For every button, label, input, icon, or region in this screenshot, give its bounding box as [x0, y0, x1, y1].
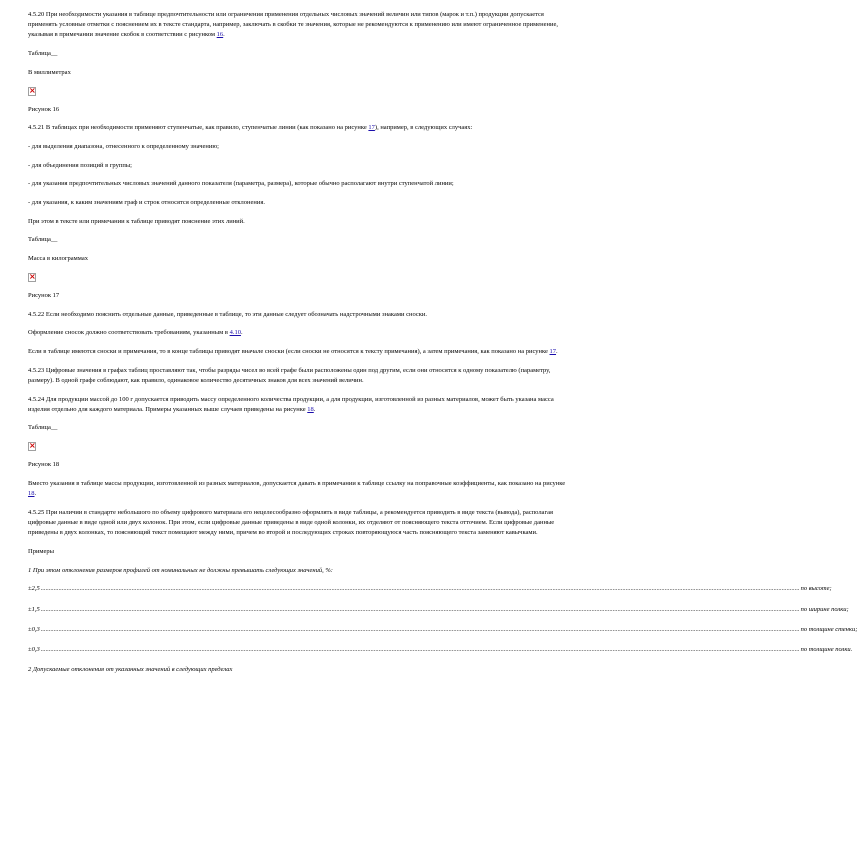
link-figure-16[interactable]: 16: [216, 31, 224, 39]
paragraph-4-5-22: 4.5.22 Если необходимо пояснить отдельные данные, приведенные в таблице, то эти данные следует обозначать надстрочными знаками сноски.: [28, 310, 428, 318]
document-page: [28, 10, 857, 684]
list-item: - для выделения диапазона, отнесенного к определенному значению;: [28, 142, 219, 150]
paragraph-lines-note: При этом в тексте или примечании к таблице приводят пояснение этих линий.: [28, 217, 245, 225]
link-figure-18[interactable]: 18: [28, 490, 35, 498]
link-figure-18[interactable]: 18: [307, 405, 314, 413]
figure-17-caption: Рисунок 17: [28, 291, 60, 299]
figure-17-image: [28, 273, 568, 287]
dot-leader-line: [28, 584, 832, 594]
paragraph-4-5-25: 4.5.25 При наличии в стандарте небольшого по объему цифрового материала его нецелесообразно оформлять в виде таблицы, а рекомендуется приводить в виде текста (вывода), располагая цифровые данные в виде одной или двух колонок. При этом, если цифровые данные приведены в виде одной колонки, их отделяют от поясняющего текста отточием. Если цифровые данные приведены в двух колонках, то поясняющий текст помещают между ними, причем во второй и последующих строках повторяющуюся часть поясняющего текста заменяют кавычками.: [28, 508, 555, 537]
table-label: Таблица__: [28, 236, 58, 244]
table-label: Таблица__: [28, 50, 58, 58]
dot-leader: ...................................................................................................................................................................................................................................................................................................................................................................................................................................................................................: [40, 625, 800, 633]
broken-image-icon: [28, 87, 36, 96]
examples-heading: Примеры: [28, 547, 55, 555]
link-figure-17[interactable]: 17: [549, 347, 557, 355]
paragraph-4-5-21: 4.5.21 В таблицах при необходимости применяют ступенчатые, как правило, ступенчатые линии (как показано на рисунке 17), например, в следующих случаях:: [28, 124, 473, 132]
link-section-4-10[interactable]: 4.10: [229, 329, 241, 337]
dot-leader-line: [28, 625, 857, 635]
tolerance-value: ±1,5: [28, 605, 40, 613]
unit-caption: Масса в килограммах: [28, 255, 88, 263]
paragraph-mass-coefficients: Вместо указания в таблице массы продукции, изготовленной из разных материалов, допускается давать в примечании к таблице ссылку на поправочные коэффициенты, как показано на рисунке 18.: [28, 479, 566, 498]
tolerance-description: по высоте;: [800, 585, 832, 593]
dot-leader-line: [28, 605, 849, 615]
broken-image-icon: [28, 442, 36, 451]
tolerance-description: по толщине полки.: [800, 645, 853, 653]
tolerance-value: ±0,3: [28, 645, 40, 653]
figure-16-caption: Рисунок 16: [28, 105, 60, 113]
paragraph-4-5-20: 4.5.20 При необходимости указания в таблице предпочтительности или ограничения применения отдельных числовых значений величин или типов (марок и т.п.) продукции допускается применять условные отметки с пояснением их в тексте стандарта, например, заключать в скобки те значения, которые не рекомендуются к применению или имеют ограниченное применение, указывая в примечании значение скобок в соответствии с рисунком 16.: [28, 11, 558, 39]
dot-leader: ...................................................................................................................................................................................................................................................................................................................................................................................................................................................................................: [40, 585, 800, 593]
dot-leader-line: [28, 645, 853, 655]
link-figure-17[interactable]: 17: [368, 124, 375, 132]
unit-caption: В миллиметрах: [28, 68, 71, 76]
example-1: 1 При этом отклонения размеров профилей от номинальных не должны превышать следующих значений, %:: [28, 566, 333, 574]
figure-16-image: [28, 87, 568, 101]
tolerance-description: по ширине полки;: [800, 605, 849, 613]
paragraph-4-5-23: 4.5.23 Цифровые значения в графах таблиц проставляют так, чтобы разряды чисел во всей графе были расположены один под другим, если они относятся к одному показателю (параметру, размеру). В одной графе соблюдают, как правило, одинаковое количество десятичных знаков для всех значений величин.: [28, 366, 551, 384]
list-item: - для указания, к каким значениям граф и строк относятся определенные отклонения.: [28, 199, 265, 207]
table-label: Таблица__: [28, 424, 58, 432]
figure-18-image: [28, 442, 568, 456]
paragraph-footnote-requirements: Оформление сносок должно соответствовать требованиям, указанным в 4.10.: [28, 329, 243, 337]
dot-leader: ...................................................................................................................................................................................................................................................................................................................................................................................................................................................................................: [40, 605, 800, 613]
paragraph-footnotes-notes: Если в таблице имеются сноски и примечания, то в конце таблицы приводят вначале сноски (если сноски не относятся к тексту примечания), а затем примечания, как показано на рисунке 17.: [28, 347, 558, 355]
paragraph-4-5-24: 4.5.24 Для продукции массой до 100 г допускается приводить массу определенного количества продукции, а для продукции, изготовленной из разных материалов, может быть указана масса изделия отдельно для каждого материала. Примеры указанных выше случаев приведены на рисунке 18.: [28, 395, 554, 413]
tolerance-description: по толщине стенки;: [800, 625, 857, 633]
example-2: 2 Допускаемые отклонения от указанных значений в следующих пределах: [28, 666, 233, 674]
tolerance-value: ±0,3: [28, 625, 40, 633]
broken-image-icon: [28, 273, 36, 282]
figure-18-caption: Рисунок 18: [28, 461, 60, 469]
dot-leader: ...................................................................................................................................................................................................................................................................................................................................................................................................................................................................................: [40, 645, 800, 653]
list-item: - для объединения позиций в группы;: [28, 161, 132, 169]
list-item: - для указания предпочтительных числовых значений данного показателя (параметра, размера), которые обычно располагают внутри ступенчатой линии;: [28, 180, 454, 188]
tolerance-value: ±2,5: [28, 585, 40, 593]
